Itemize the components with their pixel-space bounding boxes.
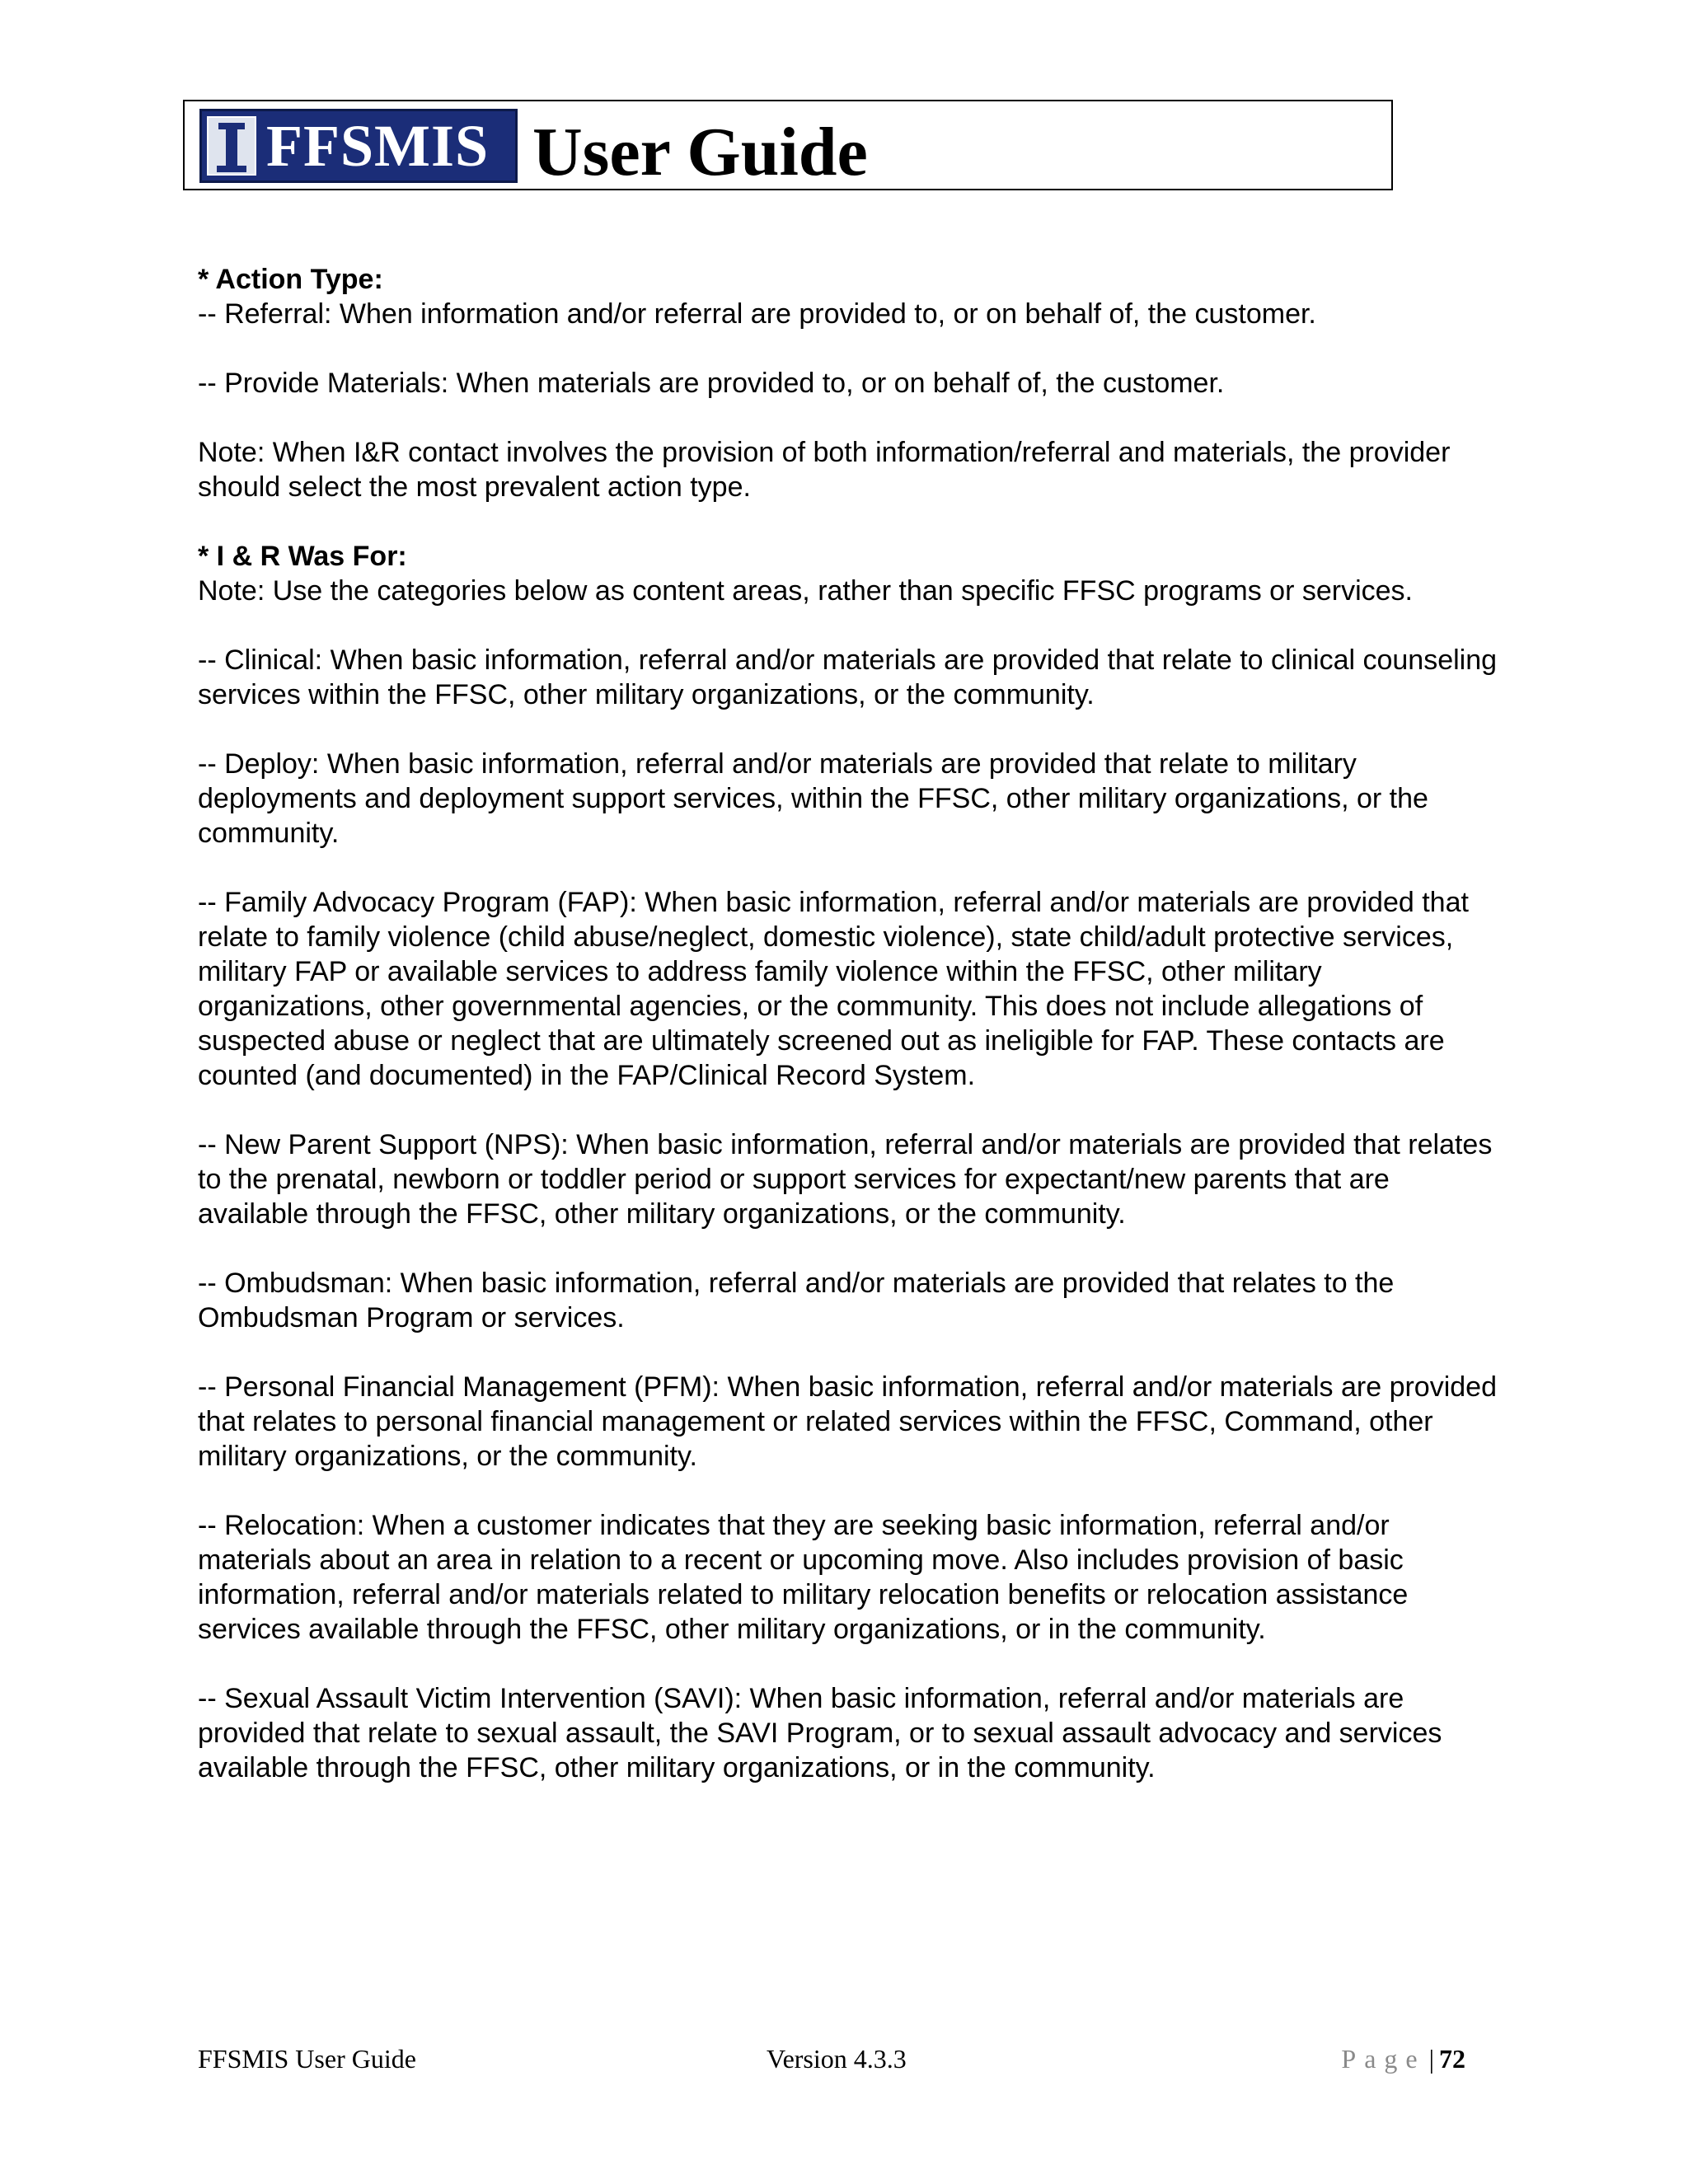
action-type-referral: -- Referral: When information and/or referral are provided to, or on behalf of, the customer. <box>198 298 1316 330</box>
category-ombudsman: -- Ombudsman: When basic information, referral and/or materials are provided that relates to the Ombudsman Program or services. <box>198 1268 1395 1333</box>
ir-was-for-block <box>198 539 1500 608</box>
category-deploy: -- Deploy: When basic information, referral and/or materials are provided that relate to military deployments and deployment support services, within the FFSC, other military organizations, or the community. <box>198 748 1428 849</box>
document-body <box>198 262 1500 1820</box>
category-fap: -- Family Advocacy Program (FAP): When basic information, referral and/or materials are provided that relate to family violence (child abuse/neglect, domestic violence), state child/adult protective services, military FAP or available services to address family violence within the FFSC, other military organizations, other governmental agencies, or the community. This does not include allegations of suspected abuse or neglect that are ultimately screened out as ineligible for FAP. These contacts are counted (and documented) in the FAP/Clinical Record System. <box>198 887 1469 1091</box>
category-relocation: -- Relocation: When a customer indicates that they are seeking basic information, referral and/or materials about an area in relation to a recent or upcoming move. Also includes provision of basic information, referral and/or materials related to military relocation benefits or relocation assistance services available through the FFSC, other military organizations, or in the community. <box>198 1510 1409 1645</box>
category-nps: -- New Parent Support (NPS): When basic information, referral and/or materials are provided that relates to the prenatal, newborn or toddler period or support services for expectant/new parents that are available through the FFSC, other military organizations, or the community. <box>198 1129 1493 1230</box>
category-savi: -- Sexual Assault Victim Intervention (SAVI): When basic information, referral and/or materials are provided that relate to sexual assault, the SAVI Program, or to sexual assault advocacy and services available through the FFSC, other military organizations, or in the community. <box>198 1683 1442 1783</box>
action-type-provide-materials: -- Provide Materials: When materials are provided to, or on behalf of, the customer. <box>198 368 1225 399</box>
footer-page-number: 72 <box>1439 2044 1465 2074</box>
action-type-block <box>198 262 1500 331</box>
footer-page-word: Page <box>1341 2044 1426 2074</box>
action-type-note: Note: When I&R contact involves the provision of both information/referral and materials, the provider should select the most prevalent action type. <box>198 437 1451 503</box>
ffsmis-logo <box>199 109 518 183</box>
document-header <box>183 100 1393 190</box>
ir-was-for-note: Note: Use the categories below as content areas, rather than specific FFSC programs or services. <box>198 575 1413 607</box>
action-type-heading: * Action Type: <box>198 264 383 295</box>
footer-page-indicator <box>1341 2042 1465 2075</box>
category-pfm: -- Personal Financial Management (PFM): When basic information, referral and/or materials are provided that relates to personal financial management or related services within the FFSC, Command, other military organizations, or the community. <box>198 1371 1497 1472</box>
footer-doc-title: FFSMIS User Guide <box>198 2044 416 2074</box>
category-clinical: -- Clinical: When basic information, referral and/or materials are provided that relate to clinical counseling services within the FFSC, other military organizations, or the community. <box>198 644 1498 710</box>
pillar-icon <box>207 116 256 176</box>
footer-version: Version 4.3.3 <box>767 2044 907 2074</box>
footer-page-separator: | <box>1428 2044 1434 2074</box>
ir-was-for-heading: * I & R Was For: <box>198 541 407 572</box>
logo-text: FFSMIS <box>266 113 490 179</box>
header-title: User Guide <box>532 114 868 190</box>
page-footer <box>0 2042 1688 2075</box>
